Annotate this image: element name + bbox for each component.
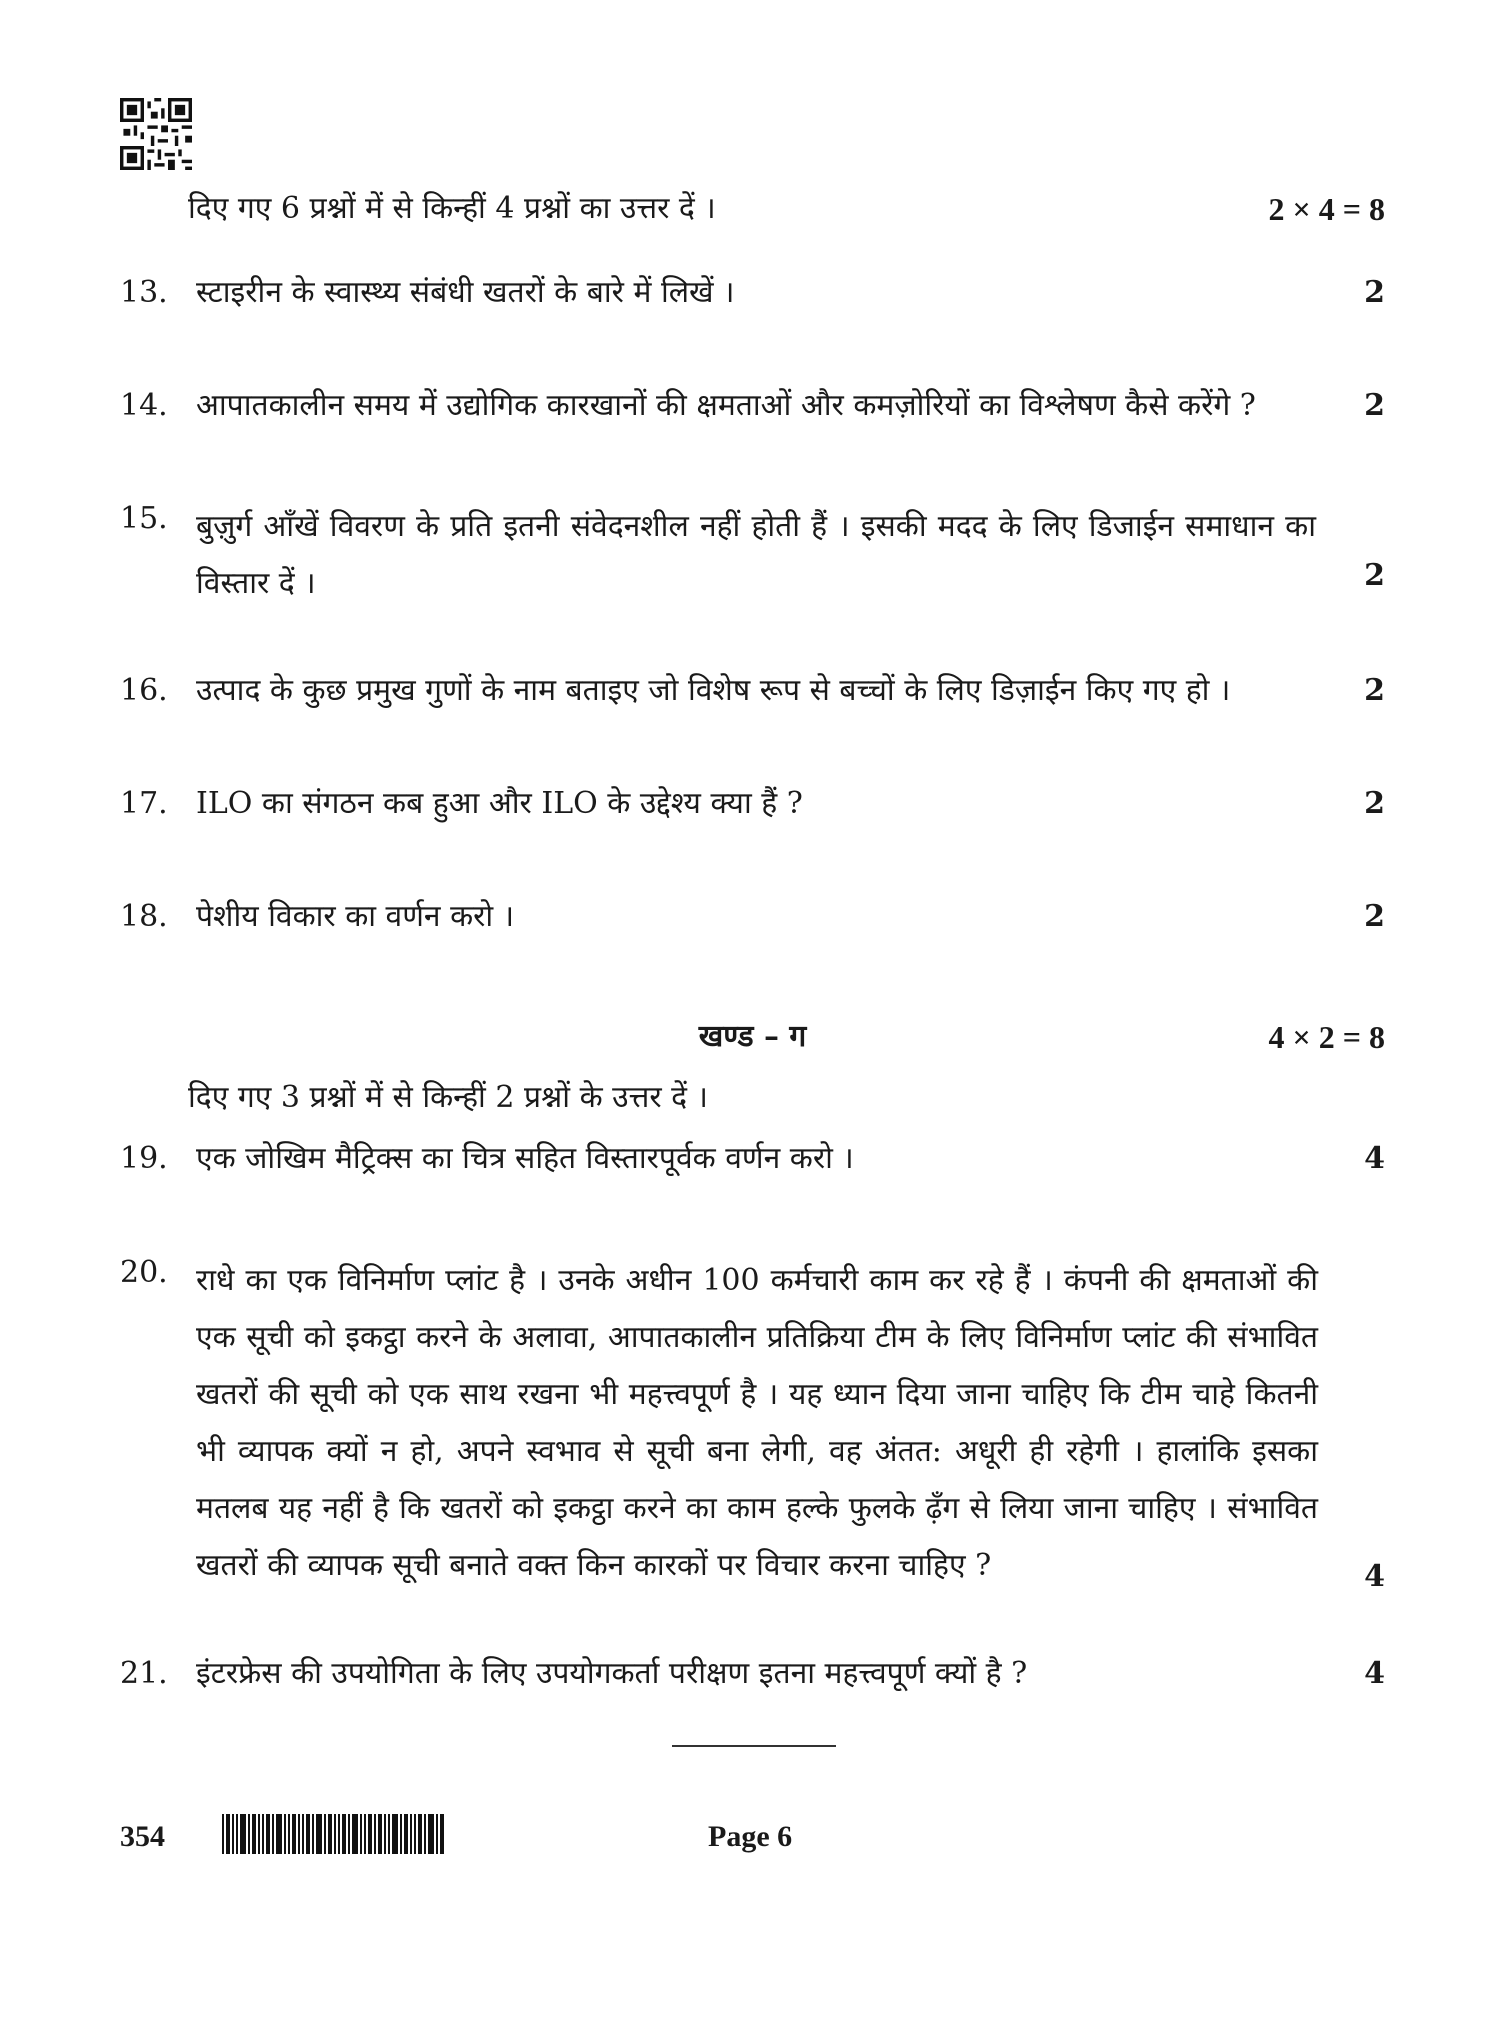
question-number: 18. — [120, 899, 168, 934]
question-text: इंटरफ्रेस की उपयोगिता के लिए उपयोगकर्ता परीक्षण इतना महत्त्वपूर्ण क्यों है ? — [196, 1656, 1028, 1691]
question-text: स्टाइरीन के स्वास्थ्य संबंधी खतरों के बारे में लिखें । — [196, 275, 735, 310]
question-number: 13. — [120, 275, 168, 310]
paper-code: 354 — [120, 1820, 165, 1853]
question-marks: 2 — [1364, 558, 1385, 593]
barcode-icon — [222, 1814, 444, 1854]
question-marks: 2 — [1364, 388, 1385, 423]
question-number: 17. — [120, 786, 168, 821]
question-marks: 2 — [1364, 899, 1385, 934]
question-text: ILO का संगठन कब हुआ और ILO के उद्देश्य क्या हैं ? — [196, 786, 803, 821]
question-marks: 4 — [1364, 1656, 1385, 1691]
question-marks: 2 — [1364, 275, 1385, 310]
page-number: Page 6 — [708, 1820, 793, 1853]
section-b-instructions: दिए गए 6 प्रश्नों में से किन्हीं 4 प्रश्नों का उत्तर दें । — [188, 191, 716, 226]
question-text: बुज़ुर्ग आँखें विवरण के प्रति इतनी संवेदनशील नहीं होती हैं । इसकी मदद के लिए डिजाईन समाधान का विस्तार दें । — [196, 509, 1316, 601]
question-text: पेशीय विकार का वर्णन करो । — [196, 899, 515, 934]
question-number: 20. — [120, 1255, 168, 1290]
question-marks: 2 — [1364, 673, 1385, 708]
question-text: एक जोखिम मैट्रिक्स का चित्र सहित विस्तारपूर्वक वर्णन करो । — [196, 1141, 854, 1176]
question-marks: 2 — [1364, 786, 1385, 821]
question-number: 14. — [120, 388, 168, 423]
question-number: 21. — [120, 1656, 168, 1691]
qr-code-icon — [120, 98, 192, 170]
question-text: उत्पाद के कुछ प्रमुख गुणों के नाम बताइए जो विशेष रूप से बच्चों के लिए डिज़ाईन किए गए हो । — [196, 673, 1231, 708]
question-marks: 4 — [1364, 1141, 1385, 1176]
question-marks: 4 — [1364, 1559, 1385, 1594]
question-number: 16. — [120, 673, 168, 708]
question-number: 15. — [120, 501, 168, 536]
question-text: राधे का एक विनिर्माण प्लांट है । उनके अधीन 100 कर्मचारी काम कर रहे हैं । कंपनी की क्षमताओं की एक सूची को इकट्ठा करने के अलावा, आपातकालीन प्रतिक्रिया टीम के लिए विनिर्माण प्लांट की संभावित खतरों की सूची को एक साथ रखना भी महत्त्वपूर्ण है । यह ध्यान दिया जाना चाहिए कि टीम चाहे कितनी भी व्यापक क्यों न हो, अपने स्वभाव से सूची बना लेगी, वह अंतत: अधूरी ही रहेगी । हालांकि इसका मतलब यह नहीं है कि खतरों को इकट्ठा करने का काम हल्के फुलके ढ़ँग से लिया जाना चाहिए । संभावित खतरों की व्यापक सूची बनाते वक्त किन कारकों पर विचार करना चाहिए ? — [196, 1263, 1319, 1583]
section-c-marks: 4 × 2 = 8 — [1268, 1019, 1385, 1055]
section-c-instructions: दिए गए 3 प्रश्नों में से किन्हीं 2 प्रश्नों के उत्तर दें । — [188, 1080, 708, 1115]
section-c-title: खण्ड – ग — [698, 1019, 807, 1054]
question-number: 19. — [120, 1141, 168, 1176]
end-divider — [672, 1745, 836, 1747]
section-b-marks: 2 × 4 = 8 — [1268, 191, 1385, 227]
question-text: आपातकालीन समय में उद्योगिक कारखानों की क्षमताओं और कमज़ोरियों का विश्लेषण कैसे करेंगे ? — [196, 388, 1256, 423]
